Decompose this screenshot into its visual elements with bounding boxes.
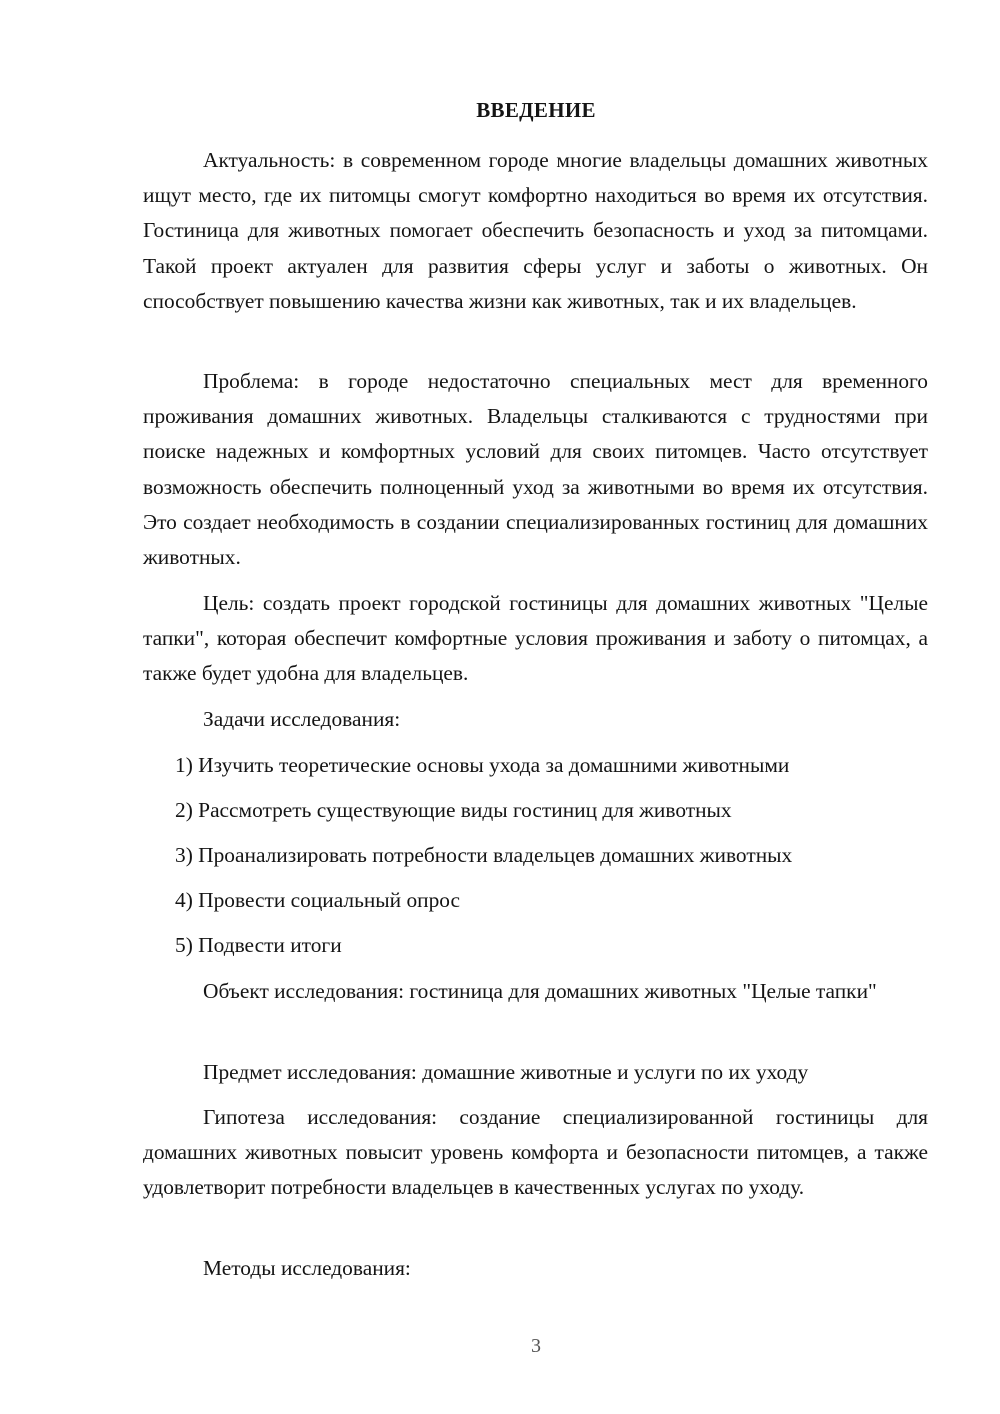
paragraph-subject: Предмет исследования: домашние животные и услуги по их уходу — [203, 1060, 809, 1084]
paragraph-goal: Цель: создать проект городской гостиницы для домашних животных "Целые тапки", которая обеспечит комфортные условия проживания и заботу о питомцах, а также будет удобна для владельцев. — [143, 591, 928, 686]
task-list-item — [143, 838, 928, 873]
section-subject — [143, 1055, 928, 1090]
paragraph-relevance: Актуальность: в современном городе многие владельцы домашних животных ищут место, где их питомцы смогут комфортно находиться во время их отсутствия. Гостиница для животных помогает обеспечить безопасность и уход за питомцами. Такой проект актуален для развития сферы услуг и заботы о животных. Он способствует повышению качества жизни как животных, так и их владельцев. — [143, 148, 928, 313]
paragraph-problem: Проблема: в городе недостаточно специальных мест для временного проживания домашних животных. Владельцы сталкиваются с трудностями при поиске надежных и комфортных условий для своих питомцев. Часто отсутствует возможность обеспечить полноценный уход за животными во время их отсутствия. Это создает необходимость в создании специализированных гостиниц для домашних животных. — [143, 369, 928, 570]
methods-heading: Методы исследования: — [203, 1256, 411, 1280]
tasks-heading: Задачи исследования: — [203, 707, 401, 731]
section-hypothesis — [143, 1100, 928, 1206]
list-item: 5) Подвести итоги — [175, 933, 342, 957]
list-item: 2) Рассмотреть существующие виды гостиниц для животных — [175, 798, 732, 822]
task-list-item — [143, 793, 928, 828]
section-object — [143, 974, 928, 1009]
page-number: 3 — [531, 1335, 541, 1357]
list-item: 3) Проанализировать потребности владельцев домашних животных — [175, 843, 793, 867]
task-list-item — [143, 748, 928, 783]
page-title: ВВЕДЕНИЕ — [476, 98, 596, 122]
section-goal — [143, 586, 928, 692]
paragraph-hypothesis: Гипотеза исследования: создание специализированной гостиницы для домашних животных повысит уровень комфорта и безопасности питомцев, а также удовлетворит потребности владельцев в качественных услугах по уходу. — [143, 1105, 928, 1200]
section-relevance — [143, 143, 928, 319]
task-list-item — [143, 883, 928, 918]
paragraph-object: Объект исследования: гостиница для домашних животных "Целые тапки" — [203, 979, 877, 1003]
section-tasks-heading — [143, 702, 928, 737]
task-list-item — [143, 928, 928, 963]
section-methods-heading — [143, 1251, 928, 1286]
section-problem — [143, 364, 928, 575]
list-item: 4) Провести социальный опрос — [175, 888, 461, 912]
list-item: 1) Изучить теоретические основы ухода за домашними животными — [175, 753, 790, 777]
